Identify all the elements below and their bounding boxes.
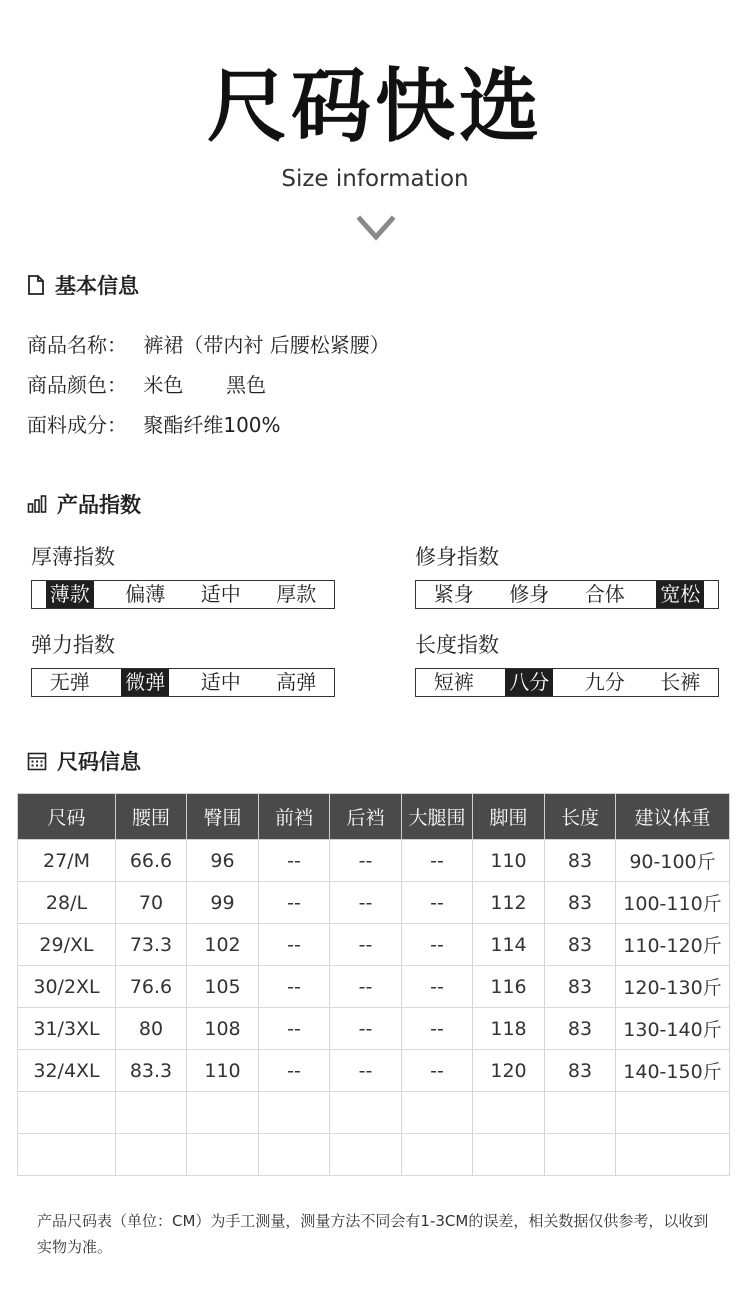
table-cell: 83 <box>545 1050 616 1092</box>
table-cell: -- <box>259 840 330 882</box>
table-cell <box>402 1134 473 1176</box>
index-option: 九分 <box>584 670 625 694</box>
section-basic-info <box>27 270 139 300</box>
table-cell <box>18 1092 116 1134</box>
page-title: 尺码快选 <box>207 60 543 153</box>
table-cell <box>545 1134 616 1176</box>
table-cell: 73.3 <box>116 924 187 966</box>
table-cell: 29/XL <box>18 924 116 966</box>
table-cell <box>187 1134 259 1176</box>
info-row-name <box>27 330 390 360</box>
table-cell <box>473 1134 545 1176</box>
footnote: 产品尺码表（单位：CM）为手工测量，测量方法不同会有1-3CM的误差，相关数据仅供参考，以收到实物为准。 <box>37 1212 709 1256</box>
table-cell: -- <box>330 840 402 882</box>
column-header: 脚围 <box>473 794 545 840</box>
table-cell: 100-110斤 <box>616 882 730 924</box>
table-cell: -- <box>259 924 330 966</box>
table-cell: 80 <box>116 1008 187 1050</box>
index-option: 宽松 <box>656 581 704 608</box>
table-row <box>18 1092 730 1134</box>
table-row <box>18 966 730 1008</box>
info-value: 米色 <box>143 373 184 397</box>
info-value: 聚酯纤维100% <box>143 413 281 437</box>
table-cell: -- <box>259 966 330 1008</box>
table-cell: 110 <box>187 1050 259 1092</box>
table-cell <box>616 1092 730 1134</box>
table-cell: -- <box>259 1008 330 1050</box>
section-size-info <box>27 746 141 776</box>
table-cell: -- <box>330 1050 402 1092</box>
table-cell <box>402 1092 473 1134</box>
size-table-body <box>18 840 730 1176</box>
info-label: 商品名称： <box>27 333 127 357</box>
column-header: 臀围 <box>187 794 259 840</box>
index-option: 无弹 <box>49 670 90 694</box>
table-cell: -- <box>259 1050 330 1092</box>
table-cell: 118 <box>473 1008 545 1050</box>
table-cell: 99 <box>187 882 259 924</box>
index-bar-elasticity <box>31 668 335 697</box>
info-row-fabric <box>27 410 281 440</box>
table-cell: 96 <box>187 840 259 882</box>
table-cell: 116 <box>473 966 545 1008</box>
table-cell: -- <box>259 882 330 924</box>
table-cell: 102 <box>187 924 259 966</box>
table-cell <box>259 1134 330 1176</box>
table-cell: -- <box>330 1008 402 1050</box>
table-cell <box>187 1092 259 1134</box>
index-option: 修身 <box>509 582 550 606</box>
table-cell <box>116 1092 187 1134</box>
table-cell: -- <box>402 1008 473 1050</box>
bar-chart-icon <box>27 494 47 514</box>
info-value: 裤裙（带内衬 后腰松紧腰） <box>143 333 390 357</box>
index-label-fit: 修身指数 <box>415 545 499 569</box>
table-cell: -- <box>402 966 473 1008</box>
table-cell: 83 <box>545 1008 616 1050</box>
info-label: 商品颜色： <box>27 373 127 397</box>
table-cell: 110 <box>473 840 545 882</box>
index-option: 偏薄 <box>125 582 166 606</box>
index-option: 短裤 <box>433 670 474 694</box>
index-label-length: 长度指数 <box>415 633 499 657</box>
size-table <box>17 793 730 1176</box>
table-cell: 66.6 <box>116 840 187 882</box>
calendar-grid-icon <box>27 751 47 771</box>
table-cell: 110-120斤 <box>616 924 730 966</box>
table-cell: 83 <box>545 882 616 924</box>
index-option: 合体 <box>584 582 625 606</box>
table-cell: -- <box>402 1050 473 1092</box>
index-label-elasticity: 弹力指数 <box>31 633 115 657</box>
table-cell: 114 <box>473 924 545 966</box>
table-cell: -- <box>402 924 473 966</box>
table-cell: 83 <box>545 840 616 882</box>
table-cell <box>330 1092 402 1134</box>
table-row <box>18 840 730 882</box>
info-value: 黑色 <box>226 373 267 397</box>
section-product-index <box>27 489 141 519</box>
table-row <box>18 924 730 966</box>
column-header: 腰围 <box>116 794 187 840</box>
table-header-row <box>18 794 730 840</box>
table-cell: 76.6 <box>116 966 187 1008</box>
table-cell <box>616 1134 730 1176</box>
table-cell <box>545 1092 616 1134</box>
table-cell <box>473 1092 545 1134</box>
index-option: 八分 <box>505 669 553 696</box>
section-heading: 产品指数 <box>57 493 141 517</box>
table-cell: -- <box>402 840 473 882</box>
index-label-thickness: 厚薄指数 <box>31 545 115 569</box>
section-heading: 尺码信息 <box>57 750 141 774</box>
table-cell: 90-100斤 <box>616 840 730 882</box>
table-cell: 31/3XL <box>18 1008 116 1050</box>
page-subtitle: Size information <box>281 166 469 192</box>
table-cell: 30/2XL <box>18 966 116 1008</box>
index-option: 适中 <box>200 670 241 694</box>
table-cell: -- <box>330 924 402 966</box>
index-option: 微弹 <box>121 669 169 696</box>
table-cell: 120 <box>473 1050 545 1092</box>
index-option: 薄款 <box>46 581 94 608</box>
index-option: 长裤 <box>660 670 701 694</box>
table-cell: 28/L <box>18 882 116 924</box>
document-icon <box>27 274 45 296</box>
index-option: 高弹 <box>276 670 317 694</box>
section-heading: 基本信息 <box>55 274 139 298</box>
table-row <box>18 1008 730 1050</box>
table-cell <box>116 1134 187 1176</box>
table-cell: 32/4XL <box>18 1050 116 1092</box>
index-bar-fit <box>415 580 719 609</box>
table-cell <box>330 1134 402 1176</box>
column-header: 建议体重 <box>616 794 730 840</box>
info-row-color <box>27 370 266 400</box>
info-label: 面料成分： <box>27 413 127 437</box>
table-row <box>18 1134 730 1176</box>
table-cell: 120-130斤 <box>616 966 730 1008</box>
table-cell: 108 <box>187 1008 259 1050</box>
index-option: 厚款 <box>276 582 317 606</box>
index-bar-length <box>415 668 719 697</box>
table-cell: 105 <box>187 966 259 1008</box>
table-cell: 83.3 <box>116 1050 187 1092</box>
table-cell: 83 <box>545 924 616 966</box>
table-cell: 83 <box>545 966 616 1008</box>
table-cell: -- <box>330 966 402 1008</box>
column-header: 前裆 <box>259 794 330 840</box>
table-cell <box>259 1092 330 1134</box>
column-header: 尺码 <box>18 794 116 840</box>
table-cell <box>18 1134 116 1176</box>
index-option: 紧身 <box>433 582 474 606</box>
table-cell: 112 <box>473 882 545 924</box>
table-cell: 140-150斤 <box>616 1050 730 1092</box>
table-row <box>18 882 730 924</box>
table-cell: 27/M <box>18 840 116 882</box>
column-header: 后裆 <box>330 794 402 840</box>
index-bar-thickness <box>31 580 335 609</box>
table-cell: -- <box>402 882 473 924</box>
column-header: 大腿围 <box>402 794 473 840</box>
table-cell: 130-140斤 <box>616 1008 730 1050</box>
chevron-down-icon <box>356 213 396 243</box>
table-cell: 70 <box>116 882 187 924</box>
column-header: 长度 <box>545 794 616 840</box>
table-cell: -- <box>330 882 402 924</box>
table-row <box>18 1050 730 1092</box>
index-option: 适中 <box>200 582 241 606</box>
